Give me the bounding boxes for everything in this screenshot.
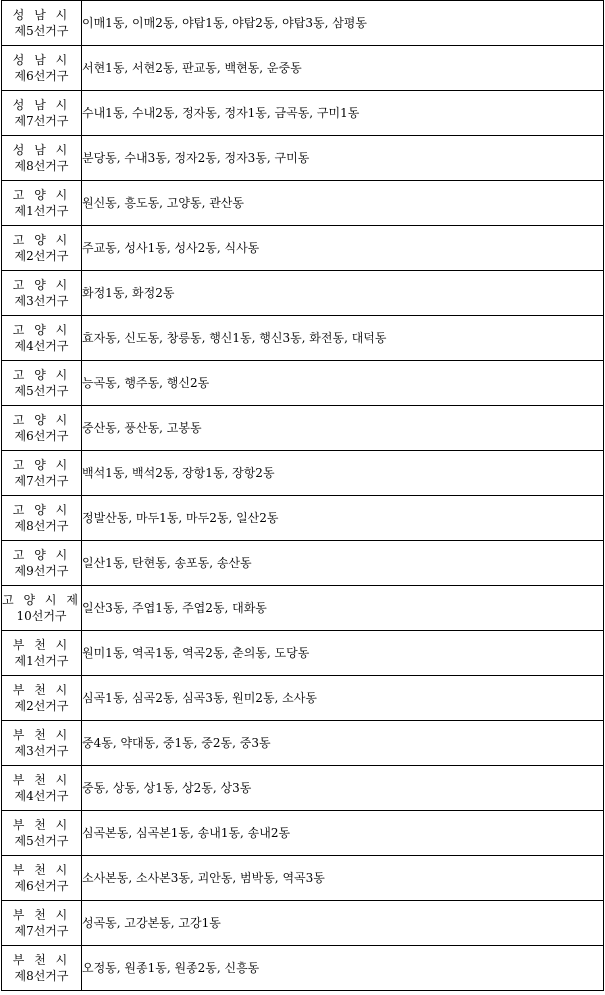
district-areas-cell: 이매1동, 이매2동, 야탑1동, 야탑2동, 야탑3동, 삼평동 bbox=[82, 1, 604, 46]
district-city-label: 부 천 시 bbox=[12, 908, 71, 922]
table-row bbox=[2, 721, 604, 766]
district-number-label: 제5선거구 bbox=[14, 834, 69, 848]
district-number-label: 제1선거구 bbox=[14, 654, 69, 668]
district-name-cell bbox=[2, 136, 82, 181]
table-row bbox=[2, 271, 604, 316]
district-areas-cell: 능곡동, 행주동, 행신2동 bbox=[82, 361, 604, 406]
district-areas-cell: 원미1동, 역곡1동, 역곡2동, 춘의동, 도당동 bbox=[82, 631, 604, 676]
district-areas-cell: 중동, 상동, 상1동, 상2동, 상3동 bbox=[82, 766, 604, 811]
district-areas-cell: 심곡본동, 심곡본1동, 송내1동, 송내2동 bbox=[82, 811, 604, 856]
district-table bbox=[1, 0, 604, 991]
district-city-label: 성 남 시 bbox=[12, 8, 71, 22]
table-row bbox=[2, 631, 604, 676]
district-areas-cell: 오정동, 원종1동, 원종2동, 신흥동 bbox=[82, 946, 604, 991]
district-areas-cell: 일산1동, 탄현동, 송포동, 송산동 bbox=[82, 541, 604, 586]
table-row bbox=[2, 766, 604, 811]
district-areas-cell: 중4동, 약대동, 중1동, 중2동, 중3동 bbox=[82, 721, 604, 766]
district-areas-cell: 분당동, 수내3동, 정자2동, 정자3동, 구미동 bbox=[82, 136, 604, 181]
district-number-label: 제4선거구 bbox=[14, 789, 69, 803]
district-city-label: 성 남 시 bbox=[12, 53, 71, 67]
district-number-label: 제7선거구 bbox=[14, 114, 69, 128]
table-row bbox=[2, 406, 604, 451]
district-name-cell bbox=[2, 226, 82, 271]
table-row bbox=[2, 316, 604, 361]
district-city-label: 고 양 시 제 bbox=[2, 593, 81, 607]
district-city-label: 고 양 시 bbox=[12, 233, 71, 247]
table-row bbox=[2, 91, 604, 136]
district-number-label: 제2선거구 bbox=[14, 249, 69, 263]
district-name-cell bbox=[2, 1, 82, 46]
table-row bbox=[2, 856, 604, 901]
table-row bbox=[2, 811, 604, 856]
district-number-label: 제9선거구 bbox=[14, 564, 69, 578]
table-row bbox=[2, 361, 604, 406]
district-number-label: 제7선거구 bbox=[14, 924, 69, 938]
district-city-label: 부 천 시 bbox=[12, 773, 71, 787]
district-number-label: 제1선거구 bbox=[14, 204, 69, 218]
district-name-cell bbox=[2, 721, 82, 766]
district-name-cell bbox=[2, 496, 82, 541]
table-row bbox=[2, 946, 604, 991]
district-city-label: 부 천 시 bbox=[12, 818, 71, 832]
district-areas-cell: 서현1동, 서현2동, 판교동, 백현동, 운중동 bbox=[82, 46, 604, 91]
district-table-body bbox=[2, 1, 604, 991]
table-row bbox=[2, 46, 604, 91]
district-number-label: 제6선거구 bbox=[14, 879, 69, 893]
table-row bbox=[2, 136, 604, 181]
table-row bbox=[2, 901, 604, 946]
district-name-cell bbox=[2, 631, 82, 676]
district-city-label: 고 양 시 bbox=[12, 413, 71, 427]
district-number-label: 제5선거구 bbox=[14, 384, 69, 398]
table-row bbox=[2, 496, 604, 541]
district-name-cell bbox=[2, 181, 82, 226]
district-city-label: 부 천 시 bbox=[12, 953, 71, 967]
table-row bbox=[2, 451, 604, 496]
district-areas-cell: 일산3동, 주엽1동, 주엽2동, 대화동 bbox=[82, 586, 604, 631]
district-areas-cell: 백석1동, 백석2동, 장항1동, 장항2동 bbox=[82, 451, 604, 496]
district-city-label: 부 천 시 bbox=[12, 638, 71, 652]
district-name-cell bbox=[2, 586, 82, 631]
district-areas-cell: 원신동, 흥도동, 고양동, 관산동 bbox=[82, 181, 604, 226]
district-areas-cell: 화정1동, 화정2동 bbox=[82, 271, 604, 316]
district-number-label: 제3선거구 bbox=[14, 744, 69, 758]
district-name-cell bbox=[2, 766, 82, 811]
district-areas-cell: 효자동, 신도동, 창릉동, 행신1동, 행신3동, 화전동, 대덕동 bbox=[82, 316, 604, 361]
table-row bbox=[2, 226, 604, 271]
district-name-cell bbox=[2, 901, 82, 946]
district-name-cell bbox=[2, 541, 82, 586]
district-city-label: 고 양 시 bbox=[12, 458, 71, 472]
table-row bbox=[2, 181, 604, 226]
district-areas-cell: 소사본동, 소사본3동, 괴안동, 범박동, 역곡3동 bbox=[82, 856, 604, 901]
district-number-label: 제3선거구 bbox=[14, 294, 69, 308]
district-areas-cell: 중산동, 풍산동, 고봉동 bbox=[82, 406, 604, 451]
district-city-label: 고 양 시 bbox=[12, 323, 71, 337]
district-name-cell bbox=[2, 361, 82, 406]
table-row bbox=[2, 1, 604, 46]
district-name-cell bbox=[2, 406, 82, 451]
district-number-label: 10선거구 bbox=[16, 609, 67, 623]
district-city-label: 부 천 시 bbox=[12, 728, 71, 742]
district-city-label: 성 남 시 bbox=[12, 143, 71, 157]
district-number-label: 제5선거구 bbox=[14, 24, 69, 38]
district-number-label: 제6선거구 bbox=[14, 429, 69, 443]
district-name-cell bbox=[2, 451, 82, 496]
district-city-label: 고 양 시 bbox=[12, 548, 71, 562]
district-number-label: 제8선거구 bbox=[14, 519, 69, 533]
district-city-label: 고 양 시 bbox=[12, 278, 71, 292]
district-number-label: 제8선거구 bbox=[14, 969, 69, 983]
district-city-label: 고 양 시 bbox=[12, 503, 71, 517]
district-number-label: 제6선거구 bbox=[14, 69, 69, 83]
district-city-label: 부 천 시 bbox=[12, 683, 71, 697]
district-name-cell bbox=[2, 856, 82, 901]
district-number-label: 제4선거구 bbox=[14, 339, 69, 353]
district-areas-cell: 정발산동, 마두1동, 마두2동, 일산2동 bbox=[82, 496, 604, 541]
district-name-cell bbox=[2, 46, 82, 91]
district-name-cell bbox=[2, 271, 82, 316]
district-areas-cell: 성곡동, 고강본동, 고강1동 bbox=[82, 901, 604, 946]
district-number-label: 제2선거구 bbox=[14, 699, 69, 713]
district-city-label: 고 양 시 bbox=[12, 188, 71, 202]
district-areas-cell: 심곡1동, 심곡2동, 심곡3동, 원미2동, 소사동 bbox=[82, 676, 604, 721]
district-city-label: 부 천 시 bbox=[12, 863, 71, 877]
table-row bbox=[2, 676, 604, 721]
district-areas-cell: 주교동, 성사1동, 성사2동, 식사동 bbox=[82, 226, 604, 271]
district-areas-cell: 수내1동, 수내2동, 정자동, 정자1동, 금곡동, 구미1동 bbox=[82, 91, 604, 136]
district-city-label: 고 양 시 bbox=[12, 368, 71, 382]
district-name-cell bbox=[2, 811, 82, 856]
district-name-cell bbox=[2, 316, 82, 361]
district-number-label: 제7선거구 bbox=[14, 474, 69, 488]
district-name-cell bbox=[2, 91, 82, 136]
district-name-cell bbox=[2, 946, 82, 991]
table-row bbox=[2, 541, 604, 586]
district-number-label: 제8선거구 bbox=[14, 159, 69, 173]
table-row bbox=[2, 586, 604, 631]
district-city-label: 성 남 시 bbox=[12, 98, 71, 112]
district-name-cell bbox=[2, 676, 82, 721]
